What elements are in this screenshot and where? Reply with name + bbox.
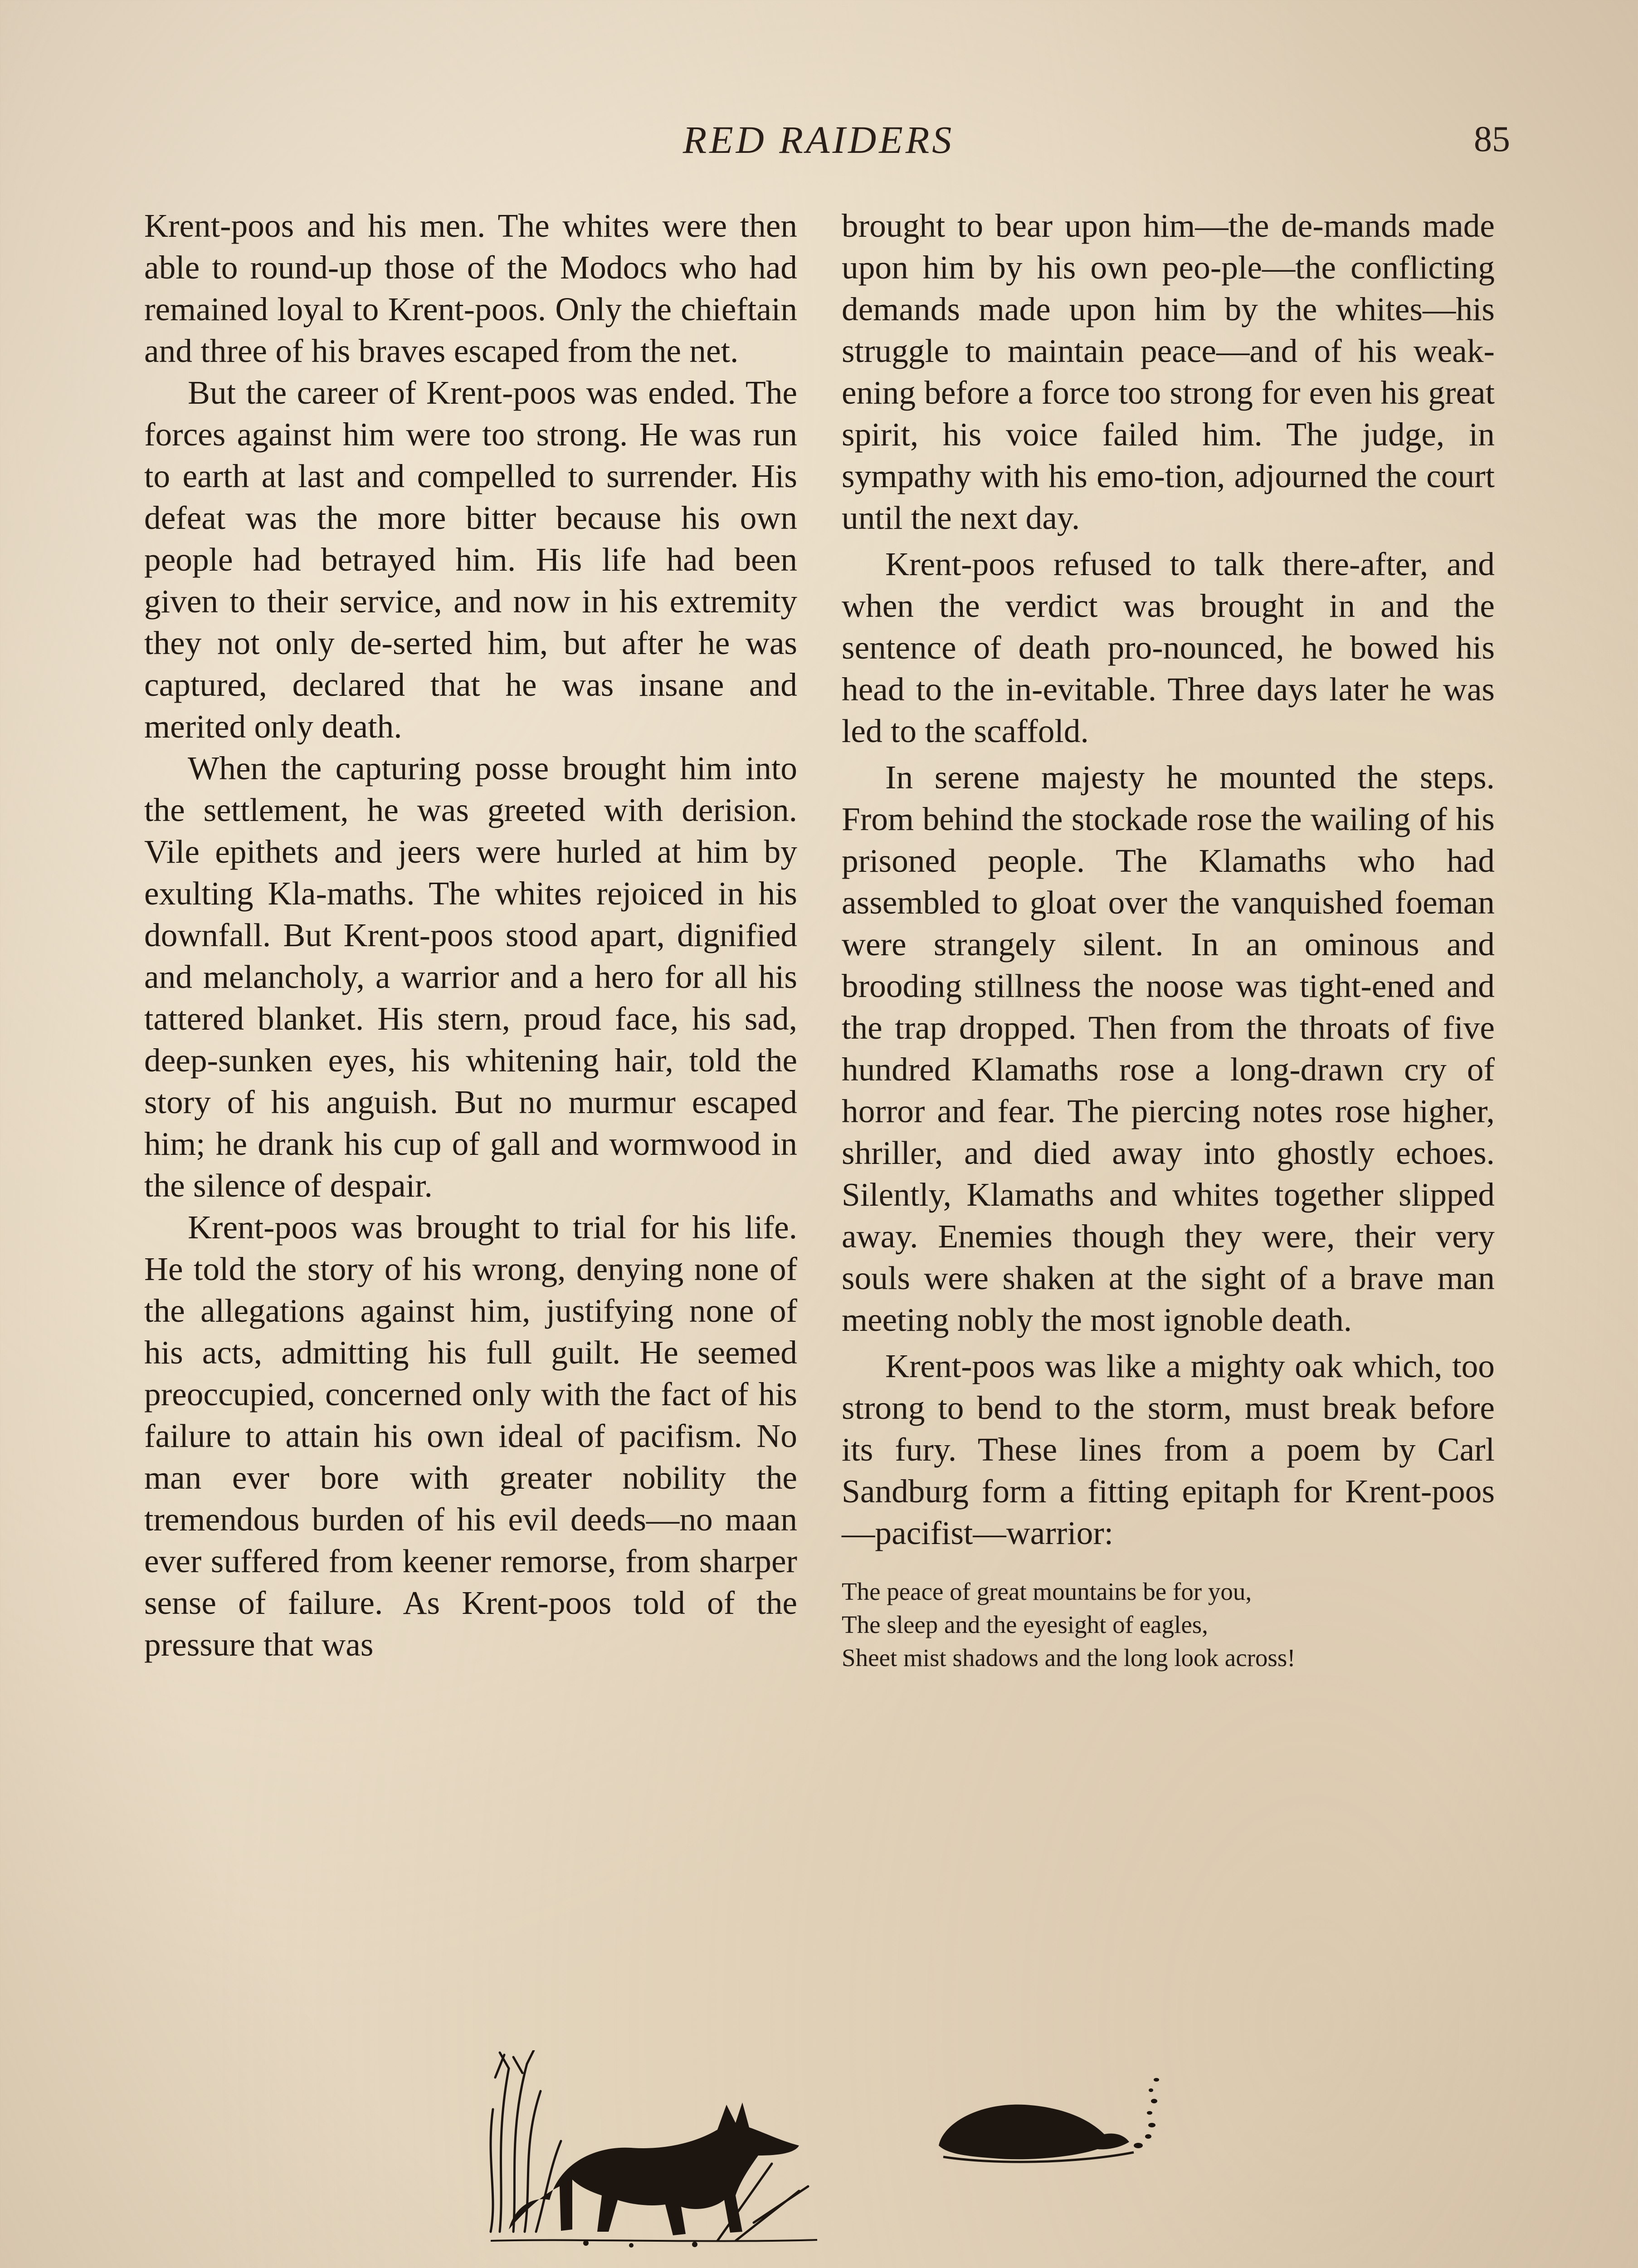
- paragraph: Krent-poos and his men. The whites were then able to round-up those of the Modocs who had remained loyal to Krent-poos. Only the chieftain and three of his braves escaped from the net.: [144, 207, 797, 369]
- paragraph: Krent-poos was brought to trial for his life. He told the story of his wrong, denying none of the allegations against him, justifying none of his acts, admitting his full guilt. He seemed preoccupied, concerned only with the fact of his failure to attain his own ideal of pacifism. No man ever bore with greater nobility the tremendous burden of his evil deeds—no maan ever suffered from keener remorse, from sharper sense of failure. As Krent-poos told of the pressure that was: [144, 1209, 797, 1663]
- paragraph: In serene majesty he mounted the steps. From behind the stockade rose the wailing of his prisoned people. The Klamaths who had assembled to gloat over the vanquished foeman were strangely silent. In an ominous and brooding stillness the noose was tight-ened and the trap dropped. Then from the throats of five hundred Klamaths rose a long-drawn cry of horror and fear. The piercing notes rose higher, shriller, and died away into ghostly echoes. Silently, Klamaths and whites together slipped away. Enemies though they were, their very souls were shaken at the sight of a brave man meeting nobly the most ignoble death.: [842, 759, 1495, 1338]
- paragraph: Krent-poos was like a mighty oak which, too strong to bend to the storm, must break before its fury. These lines from a poem by Carl Sandburg form a fitting epitaph for Krent-poos—pacifist—warrior:: [842, 1348, 1495, 1551]
- running-head-title: RED RAIDERS: [682, 118, 955, 161]
- paragraph: Krent-poos refused to talk there-after, and when the verdict was brought in and the sentence of death pro-nounced, he bowed his head to the in-evitable. Three days later he was led to the scaffold.: [842, 546, 1495, 749]
- page-number: 85: [1474, 119, 1510, 159]
- poem-line: The peace of great mountains be for you,: [842, 1578, 1252, 1605]
- left-text-column: [144, 205, 797, 1666]
- poem-quote: [842, 1575, 1495, 1674]
- poem-line: The sleep and the eyesight of eagles,: [842, 1611, 1208, 1638]
- wolf-illustration: [482, 2050, 826, 2250]
- paragraph: But the career of Krent-poos was ended. The forces against him were too strong. He was run to earth at last and compelled to surrender. His defeat was the more bitter because his own people had betrayed him. His life had been given to their service, and now in his extremity they not only de-serted him, but after he was captured, declared that he was insane and merited only death.: [144, 374, 797, 745]
- right-text-column: [842, 205, 1495, 1674]
- paragraph: When the capturing posse brought him into the settlement, he was greeted with derision. Vile epithets and jeers were hurled at him by exulting Kla-maths. The whites rejoiced in his downfall. But Krent-poos stood apart, dignified and melancholy, a warrior and a hero for all his tattered blanket. His stern, proud face, his sad, deep-sunken eyes, his whitening hair, told the story of his anguish. But no murmur escaped him; he drank his cup of gall and wormwood in the silence of despair.: [144, 750, 797, 1204]
- mole-illustration: [925, 2059, 1179, 2173]
- poem-line: Sheet mist shadows and the long look across!: [842, 1644, 1296, 1672]
- paragraph: brought to bear upon him—the de-mands made upon him by his own peo-ple—the conflicting demands made upon him by the whites—his struggle to maintain peace—and of his weak-ening before a force too strong for even his great spirit, his voice failed him. The judge, in sympathy with his emo-tion, adjourned the court until the next day.: [842, 207, 1495, 536]
